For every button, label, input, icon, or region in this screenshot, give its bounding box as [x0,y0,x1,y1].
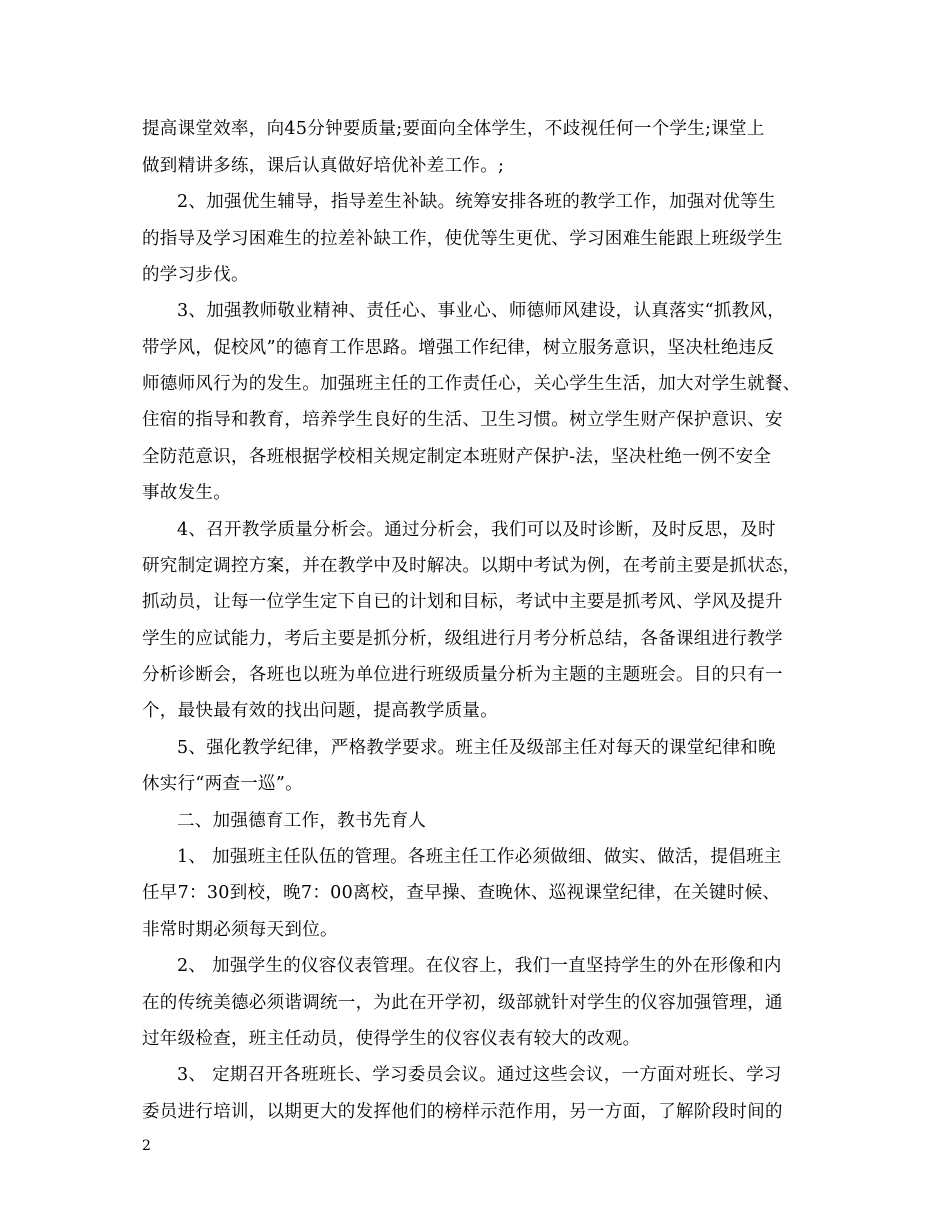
text-line: 研究制定调控方案，并在教学中及时解决。以期中考试为例，在考前主要是抓状态， [142,556,801,576]
text-line: 带学风，促校风”的德育工作思路。增强工作纪律，树立服务意识，坚决杜绝违反 [142,338,775,358]
text-line: 事故发生。 [142,483,231,503]
text-line: 分析诊断会，各班也以班为单位进行班级质量分析为主题的主题班会。目的只有一 [142,665,783,685]
text-line: 委员进行培训，以期更大的发挥他们的榜样示范作用，另一方面，了解阶段时间的 [142,1102,783,1122]
text-line: 过年级检查，班主任动员，使得学生的仪容仪表有较大的改观。 [142,1029,641,1049]
text-line: 做到精讲多练，课后认真做好培优补差工作。; [142,156,505,176]
text-line: 休实行“两查一巡”。 [142,774,303,794]
paragraph-start-line: 3、 定期召开各班班长、学习委员会议。通过这些会议，一方面对班长、学习 [177,1065,782,1085]
text-line: 抓动员，让每一位学生定下自已的计划和目标，考试中主要是抓考风、学风及提升 [142,592,783,612]
text-line: 的指导及学习困难生的拉差补缺工作，使优等生更优、学习困难生能跟上班级学生 [142,229,783,249]
text-line: 非常时期必须每天到位。 [142,920,338,940]
text-line: 师德师风行为的发生。加强班主任的工作责任心，关心学生生活，加大对学生就餐、 [142,374,801,394]
text-line: 全防范意识，各班根据学校相关规定制定本班财产保护-法，坚决杜绝一例不安全 [142,447,772,467]
text-line: 个，最快最有效的找出问题，提高教学质量。 [142,701,498,721]
paragraph-start-line: 2、加强优生辅导，指导差生补缺。统筹安排各班的教学工作，加强对优等生 [177,192,776,212]
paragraph-start-line: 5、强化教学纪律，严格教学要求。班主任及级部主任对每天的课堂纪律和晚 [177,738,776,758]
text-line: 学生的应试能力，考后主要是抓分析，级组进行月考分析总结，各备课组进行教学 [142,629,783,649]
text-line: 的学习步伐。 [142,265,249,285]
paragraph-start-line: 4、召开教学质量分析会。通过分析会，我们可以及时诊断，及时反思，及时 [177,520,776,540]
paragraph-start-line: 2、 加强学生的仪容仪表管理。在仪容上，我们一直坚持学生的外在形像和内 [177,956,782,976]
section-heading: 二、加强德育工作，教书先育人 [177,811,427,831]
text-line: 任早7：30到校，晚7：00离校，查早操、查晚休、巡视课堂纪律，在关键时候、 [142,883,781,903]
text-line: 提高课堂效率，向45分钟要质量;要面向全体学生，不歧视任何一个学生;课堂上 [142,119,765,139]
paragraph-start-line: 1、 加强班主任队伍的管理。各班主任工作必须做细、做实、做活，提倡班主 [177,847,782,867]
page-number: 2 [142,1138,151,1154]
text-line: 在的传统美德必须谐调统一，为此在开学初，级部就针对学生的仪容加强管理，通 [142,993,783,1013]
paragraph-start-line: 3、加强教师敬业精神、责任心、事业心、师德师风建设，认真落实“抓教风， [177,301,786,321]
text-line: 住宿的指导和教育，培养学生良好的生活、卫生习惯。树立学生财产保护意识、安 [142,410,783,430]
